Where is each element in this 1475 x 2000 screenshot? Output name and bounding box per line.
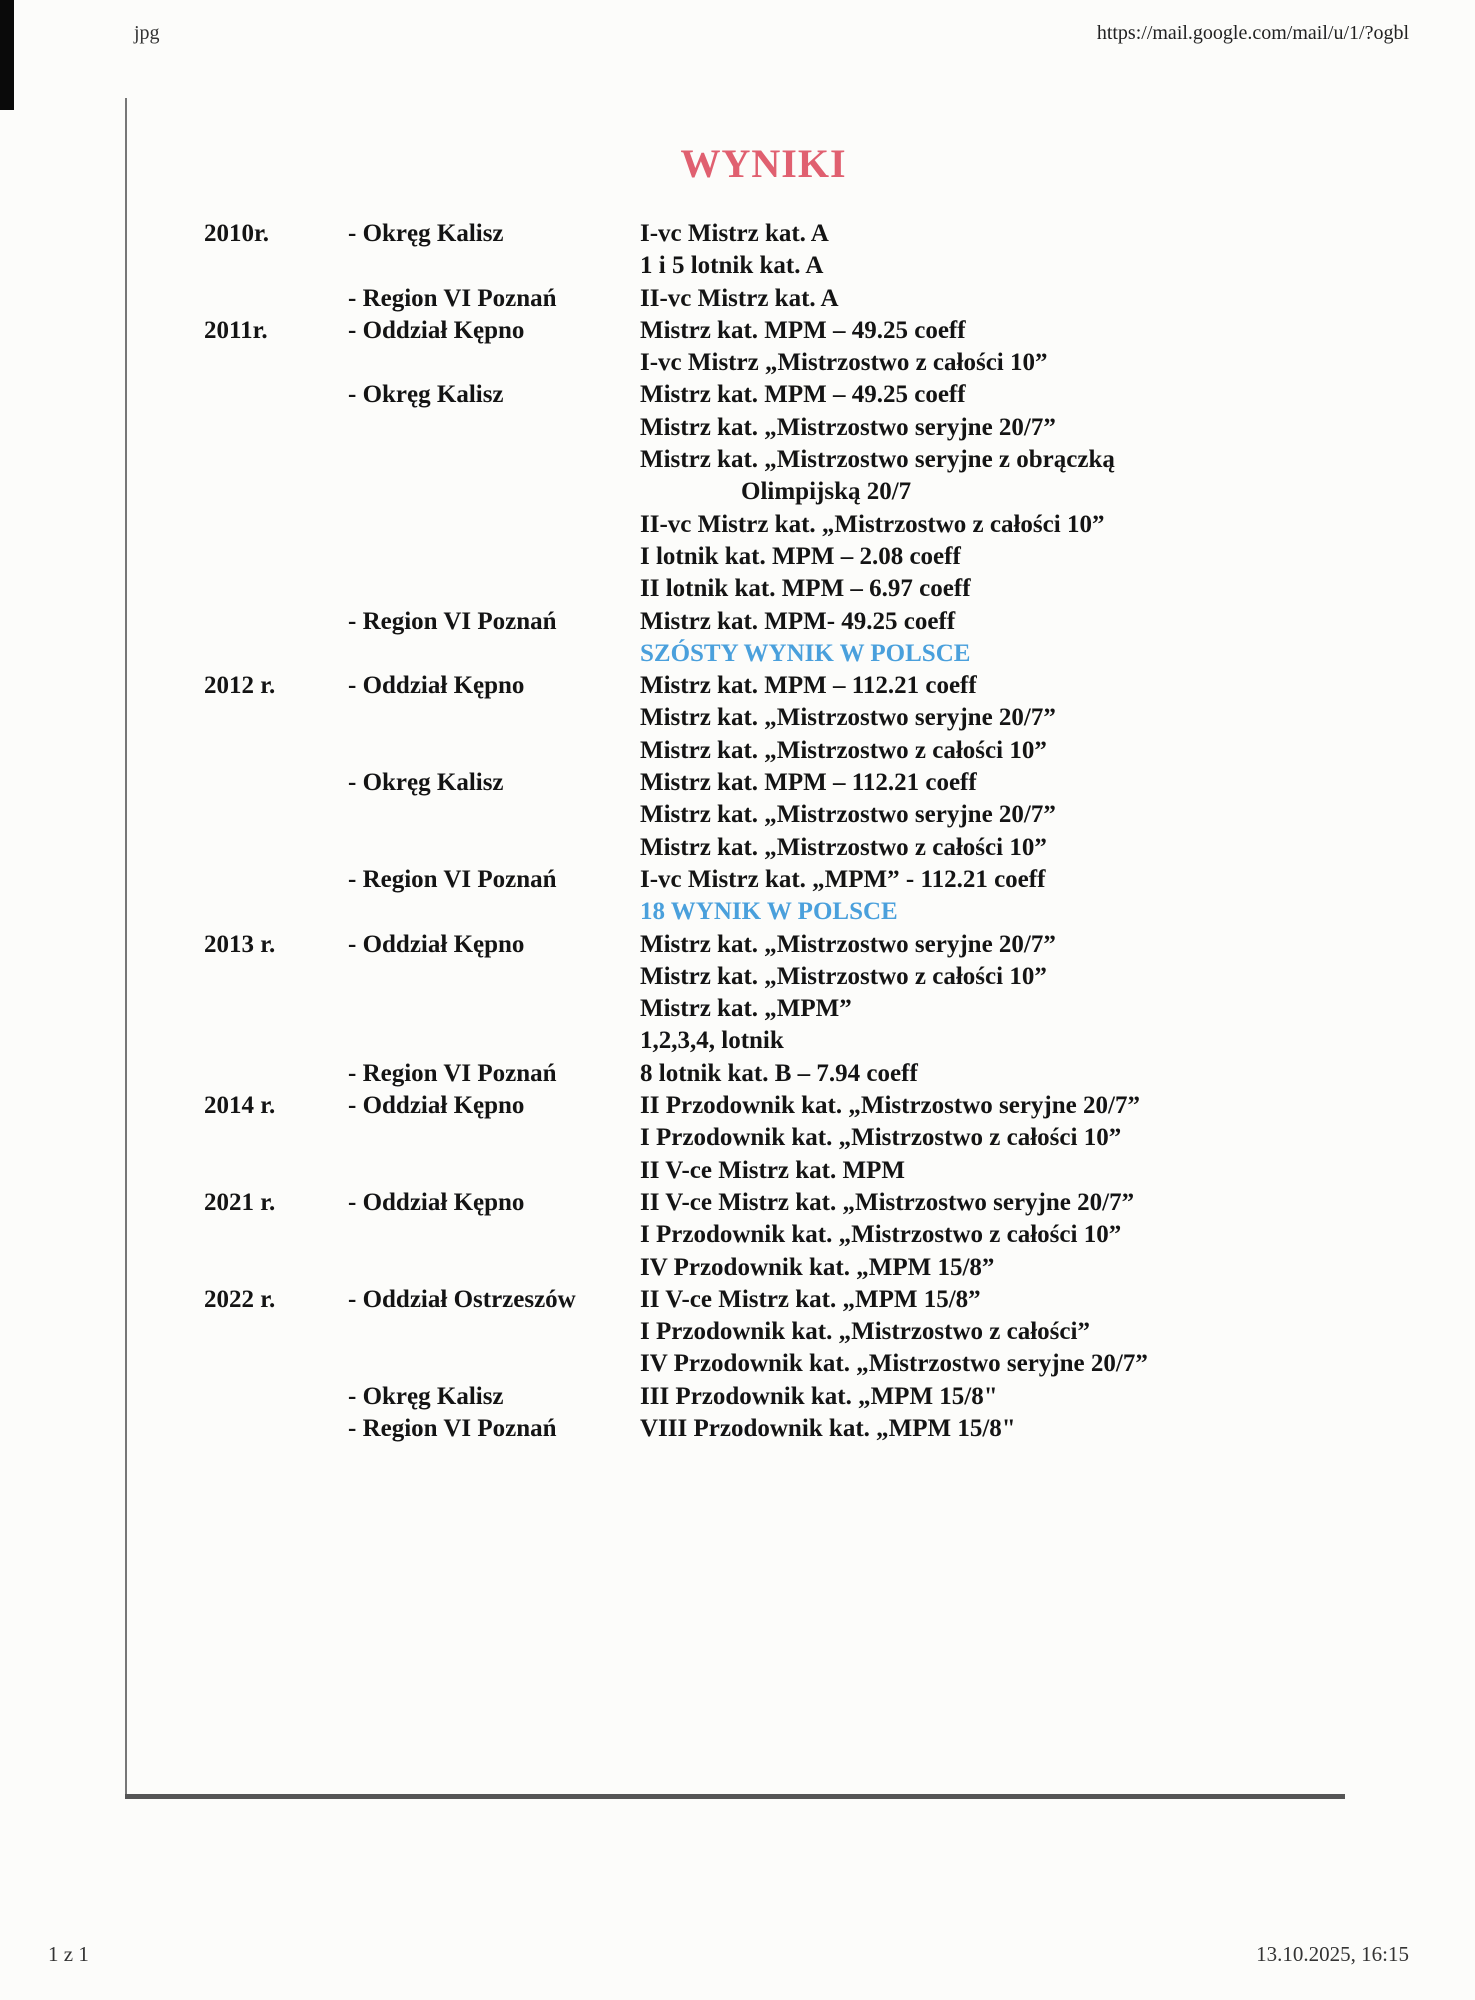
result-row [0,1187,1475,1219]
row-result: II-vc Mistrz kat. A [640,284,839,312]
row-result: Mistrz kat. „Mistrzostwo seryjne 20/7” [640,704,1056,732]
row-organization: - Okręg Kalisz [348,769,504,797]
row-organization: - Oddział Kępno [348,316,525,344]
result-row [0,993,1475,1025]
row-result: IV Przodownik kat. „Mistrzostwo seryjne 20/7” [640,1350,1148,1378]
row-result: I-vc Mistrz „Mistrzostwo z całości 10” [640,349,1048,377]
result-row [0,218,1475,250]
row-year: 2011r. [204,316,268,344]
row-organization: - Okręg Kalisz [348,220,504,247]
row-organization: - Oddział Kępno [348,672,525,700]
row-highlight-result: SZÓSTY WYNIK W POLSCE [640,639,971,667]
scan-edge-shadow [0,0,14,110]
row-result: II V-ce Mistrz kat. MPM [640,1156,905,1184]
row-organization: - Oddział Kępno [348,1092,525,1120]
row-year: 2013 r. [204,930,276,958]
row-result: I Przodownik kat. „Mistrzostwo z całości 10” [640,1221,1122,1249]
result-row [0,832,1475,864]
row-result: I-vc Mistrz kat. „MPM” - 112.21 coeff [640,865,1046,893]
result-row [0,638,1475,670]
result-row [0,929,1475,961]
row-result: Mistrz kat. „Mistrzostwo z całości 10” [640,833,1047,861]
result-row [0,864,1475,896]
row-organization: - Okręg Kalisz [348,1382,504,1410]
result-row [0,896,1475,928]
result-row [0,961,1475,993]
row-result: 8 lotnik kat. B – 7.94 coeff [640,1059,918,1087]
result-row [0,670,1475,702]
row-result: Mistrz kat. „Mistrzostwo seryjne z obrączką [640,446,1115,474]
result-row [0,1025,1475,1057]
result-row [0,1155,1475,1187]
result-row [0,1252,1475,1284]
result-row [0,283,1475,315]
row-result: Mistrz kat. „Mistrzostwo seryjne 20/7” [640,930,1056,958]
row-result: 1 i 5 lotnik kat. A [640,252,824,280]
result-row [0,1381,1475,1413]
row-result: I lotnik kat. MPM – 2.08 coeff [640,542,961,570]
row-result: Mistrz kat. „Mistrzostwo z całości 10” [640,736,1047,764]
result-row [0,1284,1475,1316]
row-result: II V-ce Mistrz kat. „Mistrzostwo seryjne 20/7” [640,1188,1135,1216]
row-organization: - Region VI Poznań [348,284,557,312]
result-row [0,1316,1475,1348]
row-organization: - Region VI Poznań [348,1059,557,1087]
result-row [0,1348,1475,1380]
result-row [0,412,1475,444]
row-result: 1,2,3,4, lotnik [640,1027,784,1055]
row-organization: - Region VI Poznań [348,607,557,635]
footer-page-number: 1 z 1 [48,1942,89,1966]
row-year: 2010r. [204,220,270,247]
row-result: II-vc Mistrz kat. „Mistrzostwo z całości 10” [640,510,1105,538]
row-result: Mistrz kat. „MPM” [640,995,852,1023]
row-result: Mistrz kat. „Mistrzostwo seryjne 20/7” [640,801,1056,829]
result-row [0,476,1475,508]
result-row [0,735,1475,767]
result-row [0,347,1475,379]
result-row [0,767,1475,799]
row-organization: - Oddział Ostrzeszów [348,1285,576,1313]
row-result: VIII Przodownik kat. „MPM 15/8" [640,1414,1016,1442]
result-row [0,315,1475,347]
row-highlight-result: 18 WYNIK W POLSCE [640,898,898,926]
row-result: Mistrz kat. MPM – 112.21 coeff [640,769,977,797]
row-year: 2022 r. [204,1285,276,1313]
row-result: III Przodownik kat. „MPM 15/8" [640,1382,998,1410]
row-result: Mistrz kat. „Mistrzostwo z całości 10” [640,962,1047,990]
row-result: Mistrz kat. „Mistrzostwo seryjne 20/7” [640,413,1056,441]
result-row [0,1058,1475,1090]
row-result: II lotnik kat. MPM – 6.97 coeff [640,575,971,603]
row-organization: - Region VI Poznań [348,1414,557,1442]
document-title: WYNIKI [680,141,847,186]
row-result: Mistrz kat. MPM – 112.21 coeff [640,672,977,700]
row-organization: - Okręg Kalisz [348,381,504,409]
result-row [0,1413,1475,1445]
result-row [0,1122,1475,1154]
footer-datetime: 13.10.2025, 16:15 [1256,1942,1409,1966]
frame-bottom-border [125,1794,1345,1799]
row-result: Mistrz kat. MPM – 49.25 coeff [640,381,966,409]
row-year: 2012 r. [204,672,276,700]
row-result: Mistrz kat. MPM – 49.25 coeff [640,316,966,344]
header-filename-fragment: jpg [134,22,160,44]
row-organization: - Region VI Poznań [348,865,557,893]
row-organization: - Oddział Kępno [348,930,525,958]
row-result: I Przodownik kat. „Mistrzostwo z całości” [640,1318,1090,1346]
row-result: II Przodownik kat. „Mistrzostwo seryjne 20/7” [640,1092,1140,1120]
row-result: Olimpijską 20/7 [741,478,912,506]
result-row [0,1090,1475,1122]
row-year: 2021 r. [204,1188,276,1216]
result-row [0,541,1475,573]
result-row [0,606,1475,638]
result-row [0,702,1475,734]
header-url: https://mail.google.com/mail/u/1/?ogbl [1096,22,1409,44]
row-result: II V-ce Mistrz kat. „MPM 15/8” [640,1285,981,1313]
row-organization: - Oddział Kępno [348,1188,525,1216]
row-result: Mistrz kat. MPM- 49.25 coeff [640,607,956,635]
result-row [0,444,1475,476]
result-row [0,573,1475,605]
result-row [0,509,1475,541]
results-list [0,218,1475,1445]
row-result: IV Przodownik kat. „MPM 15/8” [640,1253,995,1281]
result-row [0,1219,1475,1251]
result-row [0,799,1475,831]
row-result: I Przodownik kat. „Mistrzostwo z całości 10” [640,1124,1122,1152]
row-year: 2014 r. [204,1092,276,1120]
result-row [0,379,1475,411]
result-row [0,250,1475,282]
row-result: I-vc Mistrz kat. A [640,220,829,247]
